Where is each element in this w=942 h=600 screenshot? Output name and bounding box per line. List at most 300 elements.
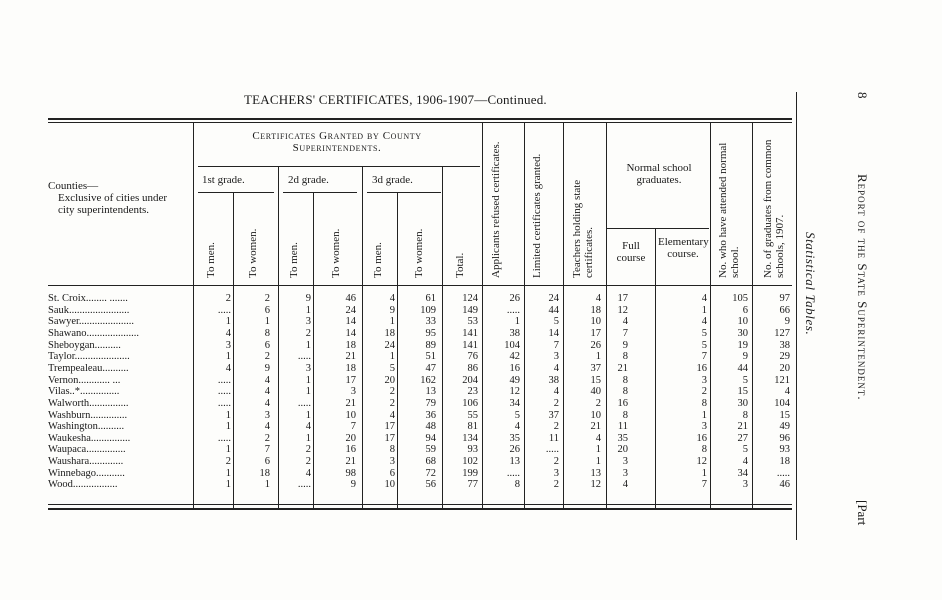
cell-c1: 2 [225, 456, 231, 468]
cell-full: 20 [617, 444, 628, 456]
cell-grads: 97 [779, 293, 790, 304]
second-grade-header: 2d grade. [288, 174, 329, 186]
table-row [48, 351, 792, 362]
cell-c3: ..... [297, 351, 311, 363]
section-title: Statistical Tables. [803, 232, 818, 336]
cell-c5: 18 [384, 327, 395, 339]
grade-rule-2 [283, 192, 357, 193]
cell-c2: 4 [264, 421, 270, 433]
cell-limited: 7 [553, 339, 559, 351]
cell-c2: 6 [264, 339, 270, 351]
cell-c2: 3 [264, 409, 270, 421]
cell-attended: 10 [737, 316, 748, 328]
table-row [48, 421, 792, 432]
cell-limited: 38 [548, 374, 559, 386]
cell-c4: 21 [345, 351, 356, 363]
cell-attended: 5 [742, 374, 748, 386]
cell-full: 21 [617, 362, 628, 374]
cell-c5: 20 [384, 374, 395, 386]
normal-group-rule [607, 228, 709, 229]
cell-elem: 16 [696, 432, 707, 444]
cell-elem: 4 [701, 316, 707, 328]
cell-limited: 2 [553, 397, 559, 409]
cell-c1: 4 [225, 327, 231, 339]
cell-elem: 3 [701, 421, 707, 433]
cell-refused: 1 [514, 316, 520, 328]
cell-c6: 48 [425, 421, 436, 433]
county-name: Washington.......... [48, 421, 125, 433]
cell-c6: 56 [425, 479, 436, 491]
cell-limited: 3 [553, 351, 559, 363]
cell-full: 4 [622, 316, 628, 328]
table-row [48, 398, 792, 409]
table-row [48, 363, 792, 374]
cell-c5: 2 [389, 386, 395, 398]
cell-c6: 61 [425, 293, 436, 304]
cell-c6: 72 [425, 467, 436, 479]
first-grade-header: 1st grade. [202, 174, 245, 186]
cell-limited: ..... [545, 444, 559, 456]
page-number: 8 [855, 92, 870, 99]
cell-c3: 2 [305, 327, 311, 339]
cell-c6: 33 [425, 316, 436, 328]
cell-limited: 24 [548, 293, 559, 304]
cell-total: 23 [467, 386, 478, 398]
cell-c6: 36 [425, 409, 436, 421]
county-name: St. Croix........ ....... [48, 293, 128, 304]
cell-c5: 5 [389, 362, 395, 374]
cell-limited: 4 [553, 362, 559, 374]
cell-c6: 13 [425, 386, 436, 398]
cell-c4: 24 [345, 304, 356, 316]
cell-c6: 109 [420, 304, 436, 316]
cell-full: 16 [617, 397, 628, 409]
cell-refused: 42 [509, 351, 520, 363]
attended-normal-text: No. who have attended normal school. [717, 142, 741, 278]
cell-grads: 20 [779, 362, 790, 374]
cell-c2: 7 [264, 444, 270, 456]
cell-refused: 12 [509, 386, 520, 398]
cell-c3: 3 [305, 362, 311, 374]
cell-grads: ..... [776, 467, 790, 479]
county-name: Sheboygan.......... [48, 339, 121, 351]
cell-state: 18 [590, 304, 601, 316]
limited-granted-text: Limited certificates granted. [531, 153, 543, 278]
cell-c5: 17 [384, 421, 395, 433]
cell-total: 77 [467, 479, 478, 491]
cell-c2: 4 [264, 374, 270, 386]
cell-total: 134 [462, 432, 478, 444]
cell-c4: 21 [345, 397, 356, 409]
cell-attended: 30 [737, 327, 748, 339]
cell-c6: 95 [425, 327, 436, 339]
cell-total: 199 [462, 467, 478, 479]
cell-c2: 8 [264, 327, 270, 339]
state-certs-text: Teachers holding state certificates. [571, 179, 595, 278]
to-men-header-1: To men. [205, 242, 217, 278]
cell-full: 8 [622, 374, 628, 386]
cell-c4: 21 [345, 456, 356, 468]
cell-total: 93 [467, 444, 478, 456]
cell-c3: 4 [305, 467, 311, 479]
table-top-rule [48, 118, 792, 120]
cell-grads: 66 [779, 304, 790, 316]
cell-c4: 17 [345, 374, 356, 386]
cell-total: 55 [467, 409, 478, 421]
county-name: Winnebago........... [48, 467, 125, 479]
cell-grads: 9 [784, 316, 790, 328]
cell-full: 8 [622, 386, 628, 398]
cell-state: 13 [590, 467, 601, 479]
county-name: Trempealeau.......... [48, 362, 129, 374]
cell-attended: 9 [742, 351, 748, 363]
cell-refused: 34 [509, 397, 520, 409]
cell-c6: 47 [425, 362, 436, 374]
cell-attended: 3 [742, 479, 748, 491]
cell-attended: 105 [732, 293, 748, 304]
cell-c1: ..... [217, 432, 231, 444]
cell-grads: 46 [779, 479, 790, 491]
cell-limited: 2 [553, 479, 559, 491]
county-name: Waupaca............... [48, 444, 126, 456]
cell-state: 37 [590, 362, 601, 374]
grade-rule-1 [198, 192, 274, 193]
cell-c4: 14 [345, 316, 356, 328]
cell-full: 8 [622, 351, 628, 363]
cell-state: 40 [590, 386, 601, 398]
cell-limited: 5 [553, 316, 559, 328]
cell-full: 11 [617, 421, 628, 433]
attended-normal-header [717, 118, 741, 278]
counties-header [48, 180, 188, 216]
cell-grads: 15 [779, 409, 790, 421]
cell-c5: 1 [389, 316, 395, 328]
cell-elem: 1 [701, 409, 707, 421]
limited-granted-header [531, 128, 543, 278]
cell-c2: 2 [264, 351, 270, 363]
cell-total: 102 [462, 456, 478, 468]
table-row [48, 444, 792, 455]
cell-c1: 1 [225, 479, 231, 491]
table-bottom-rule [48, 504, 792, 505]
county-name: Taylor..................... [48, 351, 130, 363]
cell-limited: 3 [553, 467, 559, 479]
table-row [48, 316, 792, 327]
cell-c6: 51 [425, 351, 436, 363]
cell-elem: 7 [701, 351, 707, 363]
cell-state: 21 [590, 421, 601, 433]
county-name: Waukesha............... [48, 432, 131, 444]
state-certs-header [571, 128, 595, 278]
cell-c6: 79 [425, 397, 436, 409]
to-women-header-3: To women. [413, 228, 425, 278]
county-name: Sauk....................... [48, 304, 130, 316]
cell-elem: 8 [701, 397, 707, 409]
cell-limited: 4 [553, 386, 559, 398]
cell-c1: ..... [217, 386, 231, 398]
cell-attended: 44 [737, 362, 748, 374]
cell-state: 10 [590, 316, 601, 328]
cell-c3: 9 [305, 293, 311, 304]
to-men-header-2: To men. [288, 242, 300, 278]
county-name: Vilas..*............... [48, 386, 120, 398]
cell-c2: 9 [264, 362, 270, 374]
table-row [48, 479, 792, 490]
table-row [48, 456, 792, 467]
cell-c3: 4 [305, 421, 311, 433]
cell-total: 106 [462, 397, 478, 409]
cell-c3: 1 [305, 409, 311, 421]
cell-c2: 1 [264, 479, 270, 491]
cell-c5: 4 [389, 409, 395, 421]
cell-refused: 104 [504, 339, 520, 351]
cell-refused: 26 [509, 293, 520, 304]
cell-state: 1 [595, 456, 601, 468]
cell-total: 81 [467, 421, 478, 433]
cell-c1: ..... [217, 374, 231, 386]
cell-c5: 24 [384, 339, 395, 351]
cell-state: 26 [590, 339, 601, 351]
cell-refused: 13 [509, 456, 520, 468]
cell-limited: 2 [553, 456, 559, 468]
cell-attended: 27 [737, 432, 748, 444]
cell-refused: ..... [506, 304, 520, 316]
cell-c5: 2 [389, 397, 395, 409]
cell-grads: 38 [779, 339, 790, 351]
county-name: Sawyer..................... [48, 316, 135, 328]
cell-elem: 8 [701, 444, 707, 456]
cell-total: 76 [467, 351, 478, 363]
cell-c2: 18 [259, 467, 270, 479]
cell-c2: 4 [264, 397, 270, 409]
grade-rule-3 [367, 192, 441, 193]
cell-state: 1 [595, 351, 601, 363]
applicants-refused-header [490, 128, 502, 278]
cell-c1: 1 [225, 409, 231, 421]
cell-elem: 1 [701, 304, 707, 316]
certificates-group-header: Certificates Granted by County Superintendents. [252, 130, 422, 154]
cell-elem: 4 [701, 293, 707, 304]
part-label: [Part [855, 500, 870, 526]
applicants-refused-text: Applicants refused certificates. [490, 141, 502, 278]
county-name: Wood................. [48, 479, 118, 491]
cell-c1: 1 [225, 421, 231, 433]
cell-grads: 104 [774, 397, 790, 409]
county-name: Vernon............ ... [48, 374, 121, 386]
cell-c2: 2 [264, 293, 270, 304]
cell-c1: ..... [217, 397, 231, 409]
cell-attended: 5 [742, 444, 748, 456]
cell-refused: 35 [509, 432, 520, 444]
cell-attended: 6 [742, 304, 748, 316]
cell-c2: 2 [264, 432, 270, 444]
cell-attended: 8 [742, 409, 748, 421]
cell-full: 4 [622, 479, 628, 491]
cell-c1: 1 [225, 351, 231, 363]
cell-state: 17 [590, 327, 601, 339]
cell-c4: 20 [345, 432, 356, 444]
to-men-header-3: To men. [372, 242, 384, 278]
cell-elem: 3 [701, 374, 707, 386]
cell-total: 149 [462, 304, 478, 316]
graduates-header [762, 118, 786, 278]
cert-group-rule [198, 166, 480, 167]
cell-c1: 1 [225, 316, 231, 328]
normal-group-header: Normal school graduates. [626, 162, 692, 186]
cell-c3: 1 [305, 374, 311, 386]
cell-c1: 2 [225, 293, 231, 304]
cell-elem: 12 [696, 456, 707, 468]
cell-c3: 2 [305, 444, 311, 456]
cell-attended: 21 [737, 421, 748, 433]
cell-full: 3 [622, 456, 628, 468]
cell-c3: ..... [297, 479, 311, 491]
to-women-header-2: To women. [330, 228, 342, 278]
cell-attended: 4 [742, 456, 748, 468]
total-header: Total. [454, 252, 466, 278]
cell-full: 9 [622, 339, 628, 351]
county-name: Shawano.................... [48, 327, 139, 339]
cell-c1: 3 [225, 339, 231, 351]
cell-c3: 3 [305, 316, 311, 328]
county-name: Washburn.............. [48, 409, 128, 421]
cell-elem: 5 [701, 327, 707, 339]
cell-c1: 4 [225, 362, 231, 374]
cell-refused: ..... [506, 467, 520, 479]
cell-grads: 93 [779, 444, 790, 456]
cell-c5: 9 [389, 304, 395, 316]
cell-full: 8 [622, 409, 628, 421]
cell-c3: 1 [305, 432, 311, 444]
cell-c3: ..... [297, 397, 311, 409]
counties-header-subtitle: Exclusive of cities under city superintendents. [58, 192, 168, 216]
cell-attended: 34 [737, 467, 748, 479]
cell-c4: 10 [345, 409, 356, 421]
cell-elem: 16 [696, 362, 707, 374]
table-row [48, 375, 792, 386]
cell-state: 15 [590, 374, 601, 386]
cell-c3: 1 [305, 304, 311, 316]
cell-c4: 18 [345, 362, 356, 374]
county-name: Waushara............. [48, 456, 124, 468]
table-row [48, 305, 792, 316]
cell-grads: 121 [774, 374, 790, 386]
cell-c3: 2 [305, 456, 311, 468]
graduates-text: No. of graduates from common schools, 1907. [762, 139, 786, 278]
cell-attended: 19 [737, 339, 748, 351]
cell-c1: 1 [225, 444, 231, 456]
cell-refused: 38 [509, 327, 520, 339]
cell-c4: 14 [345, 327, 356, 339]
cell-refused: 8 [514, 479, 520, 491]
cell-grads: 4 [784, 386, 790, 398]
cell-c5: 6 [389, 467, 395, 479]
cell-total: 141 [462, 327, 478, 339]
side-rule [796, 92, 797, 540]
cell-c4: 3 [350, 386, 356, 398]
cell-c2: 4 [264, 386, 270, 398]
cell-c6: 59 [425, 444, 436, 456]
table-row [48, 328, 792, 339]
cell-full: 35 [617, 432, 628, 444]
cell-state: 4 [595, 293, 601, 304]
table-row [48, 293, 792, 304]
table-row [48, 386, 792, 397]
cell-limited: 11 [548, 432, 559, 444]
cell-total: 124 [462, 293, 478, 304]
cell-limited: 2 [553, 421, 559, 433]
cell-attended: 15 [737, 386, 748, 398]
table-top-rule-thin [48, 122, 792, 123]
cell-c4: 9 [350, 479, 356, 491]
cell-refused: 26 [509, 444, 520, 456]
cell-total: 53 [467, 316, 478, 328]
table-row [48, 340, 792, 351]
cell-c2: 1 [264, 316, 270, 328]
cell-limited: 37 [548, 409, 559, 421]
running-head: Report of the State Superintendent. [855, 174, 870, 401]
cell-state: 12 [590, 479, 601, 491]
cell-c5: 4 [389, 293, 395, 304]
page-title: TEACHERS' CERTIFICATES, 1906-1907—Continued. [244, 92, 547, 107]
cell-total: 204 [462, 374, 478, 386]
cell-c5: 17 [384, 432, 395, 444]
cell-grads: 96 [779, 432, 790, 444]
cell-limited: 14 [548, 327, 559, 339]
cell-elem: 1 [701, 467, 707, 479]
full-course-header: Full course [616, 240, 646, 264]
cell-grads: 49 [779, 421, 790, 433]
cell-c2: 6 [264, 456, 270, 468]
cell-refused: 5 [514, 409, 520, 421]
third-grade-header: 3d grade. [372, 174, 413, 186]
cell-full: 7 [622, 327, 628, 339]
cell-grads: 127 [774, 327, 790, 339]
elementary-header: Elementary course. [658, 236, 709, 260]
cell-total: 86 [467, 362, 478, 374]
cell-full: 17 [617, 293, 628, 304]
cell-c6: 68 [425, 456, 436, 468]
cell-c6: 94 [425, 432, 436, 444]
cell-c5: 10 [384, 479, 395, 491]
cell-full: 3 [622, 467, 628, 479]
cell-c4: 7 [350, 421, 356, 433]
table-row [48, 433, 792, 444]
cell-state: 10 [590, 409, 601, 421]
header-bottom-rule [48, 285, 792, 286]
cell-refused: 49 [509, 374, 520, 386]
cell-c4: 46 [345, 293, 356, 304]
cell-refused: 4 [514, 421, 520, 433]
cell-c6: 162 [420, 374, 436, 386]
cell-c4: 18 [345, 339, 356, 351]
cell-c1: 1 [225, 467, 231, 479]
cell-limited: 44 [548, 304, 559, 316]
cell-total: 141 [462, 339, 478, 351]
counties-header-title: Counties— [48, 180, 99, 192]
cell-c3: 1 [305, 386, 311, 398]
table-bottom-rule-thick [48, 508, 792, 510]
cell-c5: 8 [389, 444, 395, 456]
cell-elem: 5 [701, 339, 707, 351]
cell-c4: 98 [345, 467, 356, 479]
cell-state: 4 [595, 432, 601, 444]
cell-c5: 1 [389, 351, 395, 363]
county-name: Walworth............... [48, 397, 129, 409]
cell-grads: 18 [779, 456, 790, 468]
to-women-header-1: To women. [247, 228, 259, 278]
table-row [48, 410, 792, 421]
